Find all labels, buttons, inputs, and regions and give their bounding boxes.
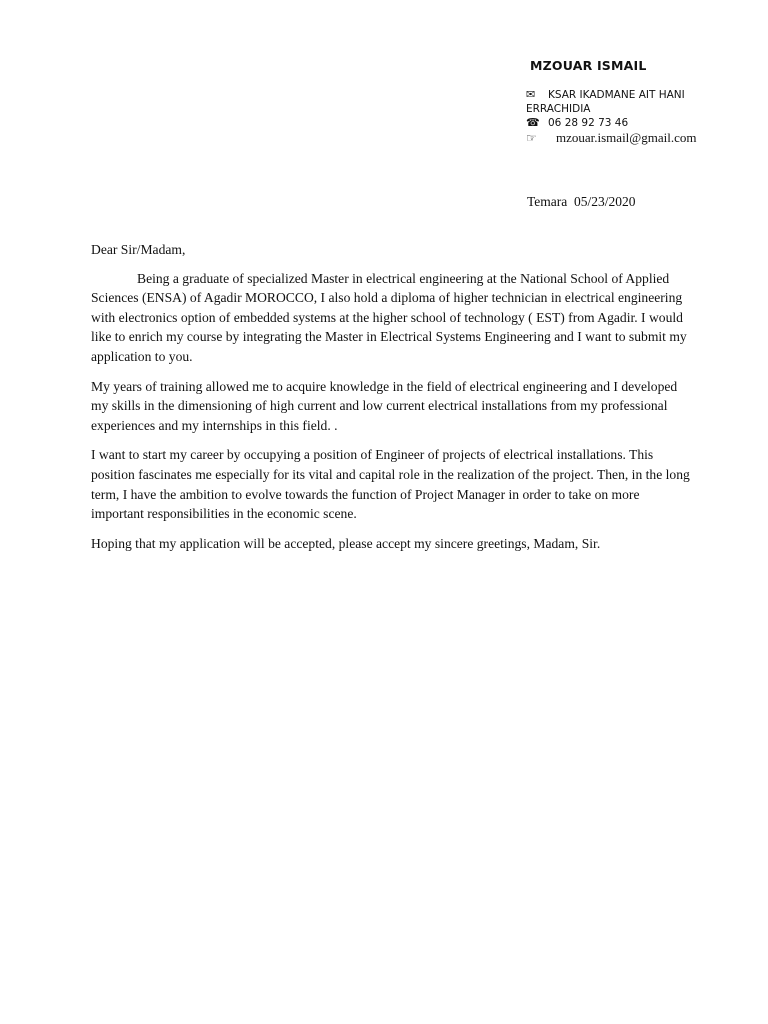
place-date: Temara 05/23/2020 — [527, 194, 636, 209]
address-city: ERRACHIDIA — [526, 103, 591, 115]
phone-number: 06 28 92 73 46 — [548, 117, 629, 129]
paragraph-closing: Hoping that my application will be accepted, please accept my sincere greetings, Madam, Sir. — [91, 535, 601, 551]
paragraph-career: I want to start my career by occupying a position of Engineer of projects of electrical installations. This position fascinates me especially for its vital and capital role in the realization of the project. Then, in the long term, I have the ambition to evolve towards the function of Project Manager in order to take on more important responsibilities in the economic scene. — [91, 447, 690, 522]
letter-body — [91, 240, 691, 563]
phone-line — [526, 116, 756, 130]
envelope-icon: ✉ — [526, 88, 536, 101]
email-address[interactable]: mzouar.ismail@gmail.com — [556, 130, 697, 145]
sender-block — [526, 56, 756, 146]
paragraph-training: My years of training allowed me to acquire knowledge in the field of electrical engineering and I developed my skills in the dimensioning of high current and low current electrical installations from my professional experiences and my internships in this field. . — [91, 378, 678, 433]
address-line — [526, 88, 756, 102]
salutation: Dear Sir/Madam, — [91, 242, 186, 257]
contact-list — [526, 88, 756, 146]
sender-name: MZOUAR ISMAIL — [530, 58, 647, 73]
paragraph-introduction: Being a graduate of specialized Master in electrical engineering at the National School of Applied Sciences (ENSA) of Agadir MOROCCO, I also hold a diploma of higher technician in electrical engineering with electronics option of embedded systems at the higher school of technology ( EST) from Agadir. I would like to enrich my course by integrating the Master in Electrical Systems Engineering and I want to submit my application to you. — [91, 270, 687, 364]
address-line1: KSAR IKADMANE AIT HANI — [548, 89, 685, 101]
email-hand-icon: ☞ — [526, 131, 537, 145]
email-line — [526, 130, 756, 146]
telephone-icon: ☎ — [526, 116, 540, 129]
